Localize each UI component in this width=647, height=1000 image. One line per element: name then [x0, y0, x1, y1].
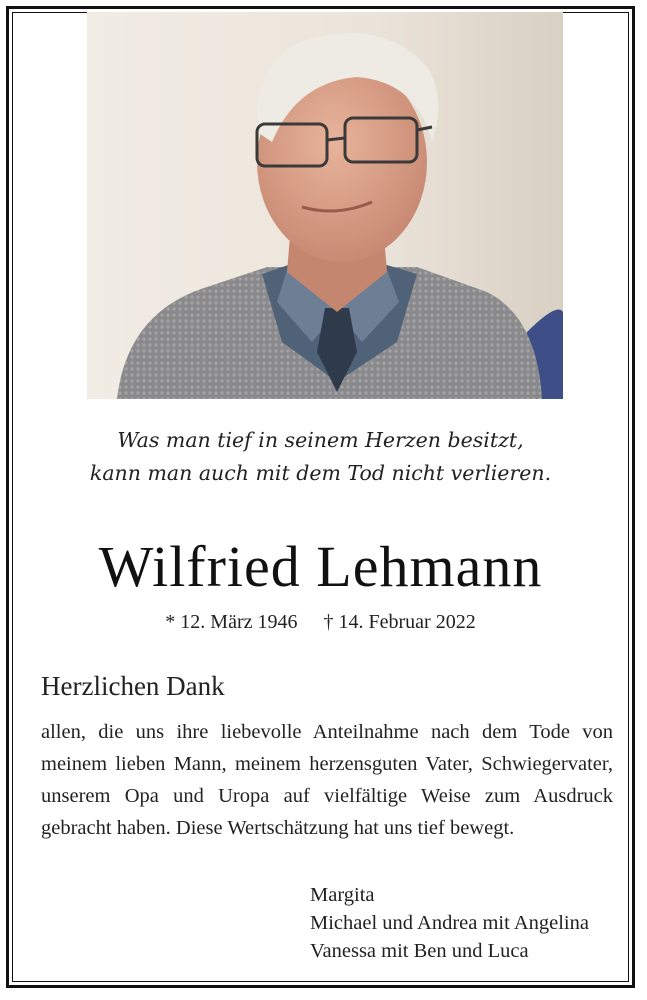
quote-line-2: kann man auch mit dem Tod nicht verlieren.: [89, 461, 552, 485]
signer: Michael und Andrea mit Angelina: [310, 912, 589, 934]
obituary-frame: [6, 6, 635, 988]
deceased-name: Wilfried Lehmann: [98, 534, 543, 599]
signers-list: [310, 881, 589, 965]
signer: Vanessa mit Ben und Luca: [310, 940, 529, 962]
life-dates: [9, 611, 632, 634]
thanks-text: [41, 716, 613, 844]
signer: Margita: [310, 884, 375, 906]
portrait-photo: [87, 12, 563, 399]
death-date: † 14. Februar 2022: [323, 611, 476, 633]
thanks-heading: Herzlichen Dank: [41, 671, 225, 701]
birth-date: * 12. März 1946: [165, 611, 298, 633]
thanks-line: unserem Opa und Uropa auf vielfältige Weise zum Ausdruck: [41, 785, 613, 807]
thanks-line: meinem lieben Mann, meinem herzensguten Vater, Schwiegervater,: [41, 753, 613, 775]
thanks-line: allen, die uns ihre liebevolle Anteilnahme nach dem Tode von: [41, 721, 613, 743]
memorial-quote: [9, 424, 632, 490]
quote-line-1: Was man tief in seinem Herzen besitzt,: [117, 428, 524, 452]
thanks-line: gebracht haben. Diese Wertschätzung hat uns tief bewegt.: [41, 817, 515, 839]
